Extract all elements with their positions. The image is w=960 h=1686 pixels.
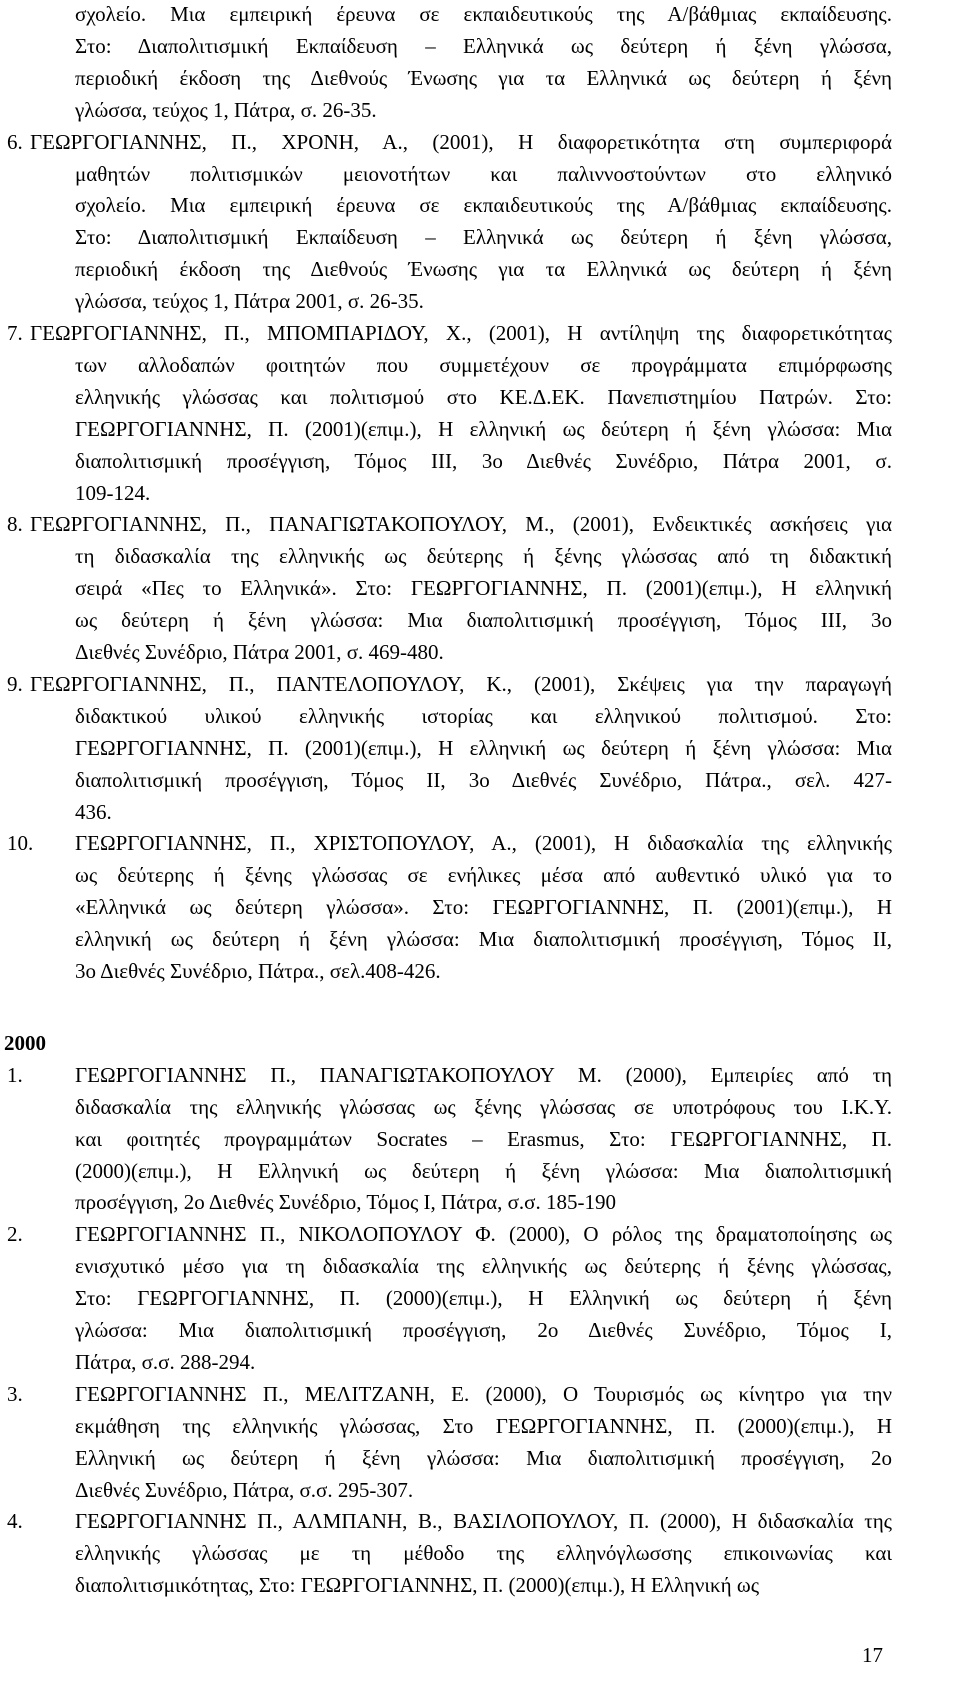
reference-line: περιοδική έκδοση της Διεθνούς Ένωσης για τα Ελληνικά ως δεύτερη ή ξένη xyxy=(75,257,892,282)
reference-number: 3. xyxy=(7,1381,23,1406)
reference-line: ΓΕΩΡΓΟΓΙΑΝΝΗΣ Π., ΝΙΚΟΛΟΠΟΥΛΟΥ Φ. (2000), Ο ρόλος της δραματοποίησης ως xyxy=(75,1222,892,1247)
reference-line: ως δεύτερης ή ξένης γλώσσας σε ενήλικες μέσα από αυθεντικό υλικό για το xyxy=(75,863,892,888)
reference-line: γλώσσα: Μια διαπολιτισμική προσέγγιση, 2ο Διεθνές Συνέδριο, Τόμος Ι, xyxy=(75,1318,892,1342)
reference-line: ΓΕΩΡΓΟΓΙΑΝΝΗΣ, Π., ΧΡΙΣΤΟΠΟΥΛΟΥ, Α., (2001), Η διδασκαλία της ελληνικής xyxy=(75,831,892,856)
reference-line: ΓΕΩΡΓΟΓΙΑΝΝΗΣ, Π. (2001)(επιμ.), Η ελληνική ως δεύτερη ή ξένη γλώσσα: Μια xyxy=(75,416,892,441)
reference-line: ελληνικής γλώσσας και πολιτισμού στο ΚΕ.Δ.ΕΚ. Πανεπιστημίου Πατρών. Στο: xyxy=(75,384,892,409)
reference-line: των αλλοδαπών φοιτητών που συμμετέχουν σε προγράμματα επιμόρφωσης xyxy=(75,352,892,377)
reference-line: και φοιτητές προγραμμάτων Socrates – Erasmus, Στο: ΓΕΩΡΓΟΓΙΑΝΝΗΣ, Π. xyxy=(75,1126,892,1151)
reference-line: ελληνική ως δεύτερη ή ξένη γλώσσα: Μια διαπολιτισμική προσέγγιση, Τόμος ΙΙ, xyxy=(75,927,892,952)
reference-line: τη διδασκαλία της ελληνικής ως δεύτερης ή ξένης γλώσσας από τη διδακτική xyxy=(75,544,892,569)
reference-line: διαπολιτισμική προσέγγιση, Τόμος ΙΙ, 3ο Διεθνές Συνέδριο, Πάτρα., σελ. 427- xyxy=(75,767,892,792)
reference-line: Στο: Διαπολιτισμική Εκπαίδευση – Ελληνικά ως δεύτερη ή ξένη γλώσσα, xyxy=(75,33,892,58)
reference-line: ΓΕΩΡΓΟΓΙΑΝΝΗΣ Π., ΜΕΛΙΤΖΑΝΗ, Ε. (2000), Ο Τουρισμός ως κίνητρο για την xyxy=(75,1381,892,1406)
reference-line: ΓΕΩΡΓΟΓΙΑΝΝΗΣ, Π., ΧΡΟΝΗ, Α., (2001), Η διαφορετικότητα στη συμπεριφορά xyxy=(30,129,892,154)
reference-line: «Ελληνικά ως δεύτερη γλώσσα». Στο: ΓΕΩΡΓΟΓΙΑΝΝΗΣ, Π. (2001)(επιμ.), Η xyxy=(75,895,892,920)
reference-line: γλώσσα, τεύχος 1, Πάτρα, σ. 26-35. xyxy=(75,97,377,122)
reference-line: (2000)(επιμ.), Η Ελληνική ως δεύτερη ή ξένη γλώσσα: Μια διαπολιτισμική xyxy=(75,1158,892,1183)
reference-line: Στο: Διαπολιτισμική Εκπαίδευση – Ελληνικά ως δεύτερη ή ξένη γλώσσα, xyxy=(75,225,892,250)
reference-line: ελληνικής γλώσσας με τη μέθοδο της ελληνόγλωσσης επικοινωνίας και xyxy=(75,1541,892,1566)
reference-line: 436. xyxy=(75,799,112,824)
reference-line: σειρά «Πες το Ελληνικά». Στο: ΓΕΩΡΓΟΓΙΑΝΝΗΣ, Π. (2001)(επιμ.), Η ελληνική xyxy=(75,576,892,601)
reference-line: ενισχυτικό μέσο για τη διδασκαλία της ελληνικής ως δεύτερης ή ξένης γλώσσας, xyxy=(75,1254,892,1279)
reference-line: Διεθνές Συνέδριο, Πάτρα 2001, σ. 469-480. xyxy=(75,640,444,664)
reference-line: ΓΕΩΡΓΟΓΙΑΝΝΗΣ Π., ΠΑΝΑΓΙΩΤΑΚΟΠΟΥΛΟΥ Μ. (2000), Εμπειρίες από τη xyxy=(75,1062,892,1087)
reference-number: 9. xyxy=(7,671,23,696)
reference-number: 1. xyxy=(7,1062,23,1087)
reference-line: διδασκαλία της ελληνικής γλώσσας ως ξένης γλώσσας σε υποτρόφους του Ι.Κ.Υ. xyxy=(75,1094,892,1119)
reference-number: 4. xyxy=(7,1509,23,1534)
reference-line: γλώσσα, τεύχος 1, Πάτρα 2001, σ. 26-35. xyxy=(75,289,424,314)
reference-line: σχολείο. Μια εμπειρική έρευνα σε εκπαιδευτικούς της Α/βάθμιας εκπαίδευσης. xyxy=(75,193,892,218)
reference-line: ΓΕΩΡΓΟΓΙΑΝΝΗΣ, Π., ΠΑΝΤΕΛΟΠΟΥΛΟΥ, Κ., (2001), Σκέψεις για την παραγωγή xyxy=(30,671,892,696)
reference-line: 109-124. xyxy=(75,480,151,505)
reference-line: ΓΕΩΡΓΟΓΙΑΝΝΗΣ, Π., ΜΠΟΜΠΑΡΙΔΟΥ, Χ., (2001), Η αντίληψη της διαφορετικότητας xyxy=(30,321,892,345)
reference-number: 6. xyxy=(7,129,23,154)
reference-line: Ελληνική ως δεύτερη ή ξένη γλώσσα: Μια διαπολιτισμική προσέγγιση, 2ο xyxy=(75,1445,892,1470)
year-heading: 2000 xyxy=(4,1030,46,1055)
reference-line: σχολείο. Μια εμπειρική έρευνα σε εκπαιδευτικούς της Α/βάθμιας εκπαίδευσης. xyxy=(75,2,892,26)
reference-number: 2. xyxy=(7,1222,23,1247)
reference-number: 10. xyxy=(7,831,34,856)
reference-line: περιοδική έκδοση της Διεθνούς Ένωσης για τα Ελληνικά ως δεύτερη ή ξένη xyxy=(75,65,892,90)
reference-line: διδακτικού υλικού ελληνικής ιστορίας και ελληνικού πολιτισμού. Στο: xyxy=(75,703,892,728)
reference-line: διαπολιτισμική προσέγγιση, Τόμος ΙΙΙ, 3ο Διεθνές Συνέδριο, Πάτρα 2001, σ. xyxy=(75,448,892,473)
reference-line: 3ο Διεθνές Συνέδριο, Πάτρα., σελ.408-426. xyxy=(75,959,441,983)
reference-line: Διεθνές Συνέδριο, Πάτρα, σ.σ. 295-307. xyxy=(75,1477,414,1502)
reference-line: ΓΕΩΡΓΟΓΙΑΝΝΗΣ, Π., ΠΑΝΑΓΙΩΤΑΚΟΠΟΥΛΟΥ, Μ., (2001), Ενδεικτικές ασκήσεις για xyxy=(30,512,892,537)
reference-line: προσέγγιση, 2ο Διεθνές Συνέδριο, Τόμος Ι, Πάτρα, σ.σ. 185-190 xyxy=(75,1190,616,1215)
page-number: 17 xyxy=(862,1643,883,1667)
reference-line: ΓΕΩΡΓΟΓΙΑΝΝΗΣ Π., ΑΛΜΠΑΝΗ, Β., ΒΑΣΙΛΟΠΟΥΛΟΥ, Π. (2000), Η διδασκαλία της xyxy=(75,1509,892,1534)
reference-line: ως δεύτερη ή ξένη γλώσσα: Μια διαπολιτισμική προσέγγιση, Τόμος ΙΙΙ, 3ο xyxy=(75,608,892,633)
reference-line: μαθητών πολιτισμικών μειονοτήτων και παλιννοστούντων στο ελληνικό xyxy=(75,161,892,186)
reference-line: διαπολιτισμικότητας, Στο: ΓΕΩΡΓΟΓΙΑΝΝΗΣ, Π. (2000)(επιμ.), Η Ελληνική ως xyxy=(75,1573,760,1598)
reference-line: ΓΕΩΡΓΟΓΙΑΝΝΗΣ, Π. (2001)(επιμ.), Η ελληνική ως δεύτερη ή ξένη γλώσσα: Μια xyxy=(75,735,892,760)
reference-line: Στο: ΓΕΩΡΓΟΓΙΑΝΝΗΣ, Π. (2000)(επιμ.), Η Ελληνική ως δεύτερη ή ξένη xyxy=(75,1286,892,1311)
reference-line: Πάτρα, σ.σ. 288-294. xyxy=(75,1349,256,1374)
reference-number: 7. xyxy=(7,321,23,345)
reference-line: εκμάθηση της ελληνικής γλώσσας, Στο ΓΕΩΡΓΟΓΙΑΝΝΗΣ, Π. (2000)(επιμ.), Η xyxy=(75,1413,892,1438)
reference-number: 8. xyxy=(7,512,23,537)
